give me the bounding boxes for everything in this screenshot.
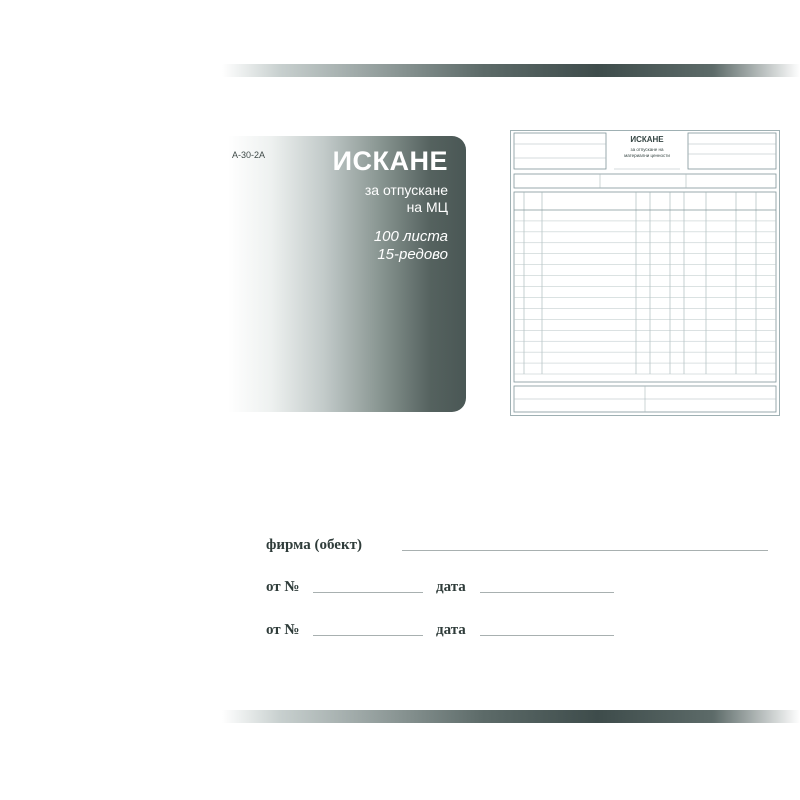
preview-subtitle-line1: за отпускане на <box>630 147 664 152</box>
preview-title: ИСКАНЕ <box>630 135 664 144</box>
sheet-count: 100 листа <box>373 228 448 245</box>
top-decorative-stripe <box>222 64 800 77</box>
form-preview <box>510 130 780 416</box>
date-label-2: дата <box>436 622 466 638</box>
form-code: A-30-2A <box>232 150 266 160</box>
date-field-line-1[interactable] <box>480 592 614 593</box>
form-preview-drawing <box>510 130 780 416</box>
bottom-decorative-stripe <box>222 710 800 723</box>
from-no-field-line-1[interactable] <box>313 592 423 593</box>
date-label-1: дата <box>436 579 466 595</box>
preview-subtitle-line2: материални ценности <box>624 153 670 158</box>
from-no-label-1: от № <box>266 579 300 595</box>
cover-subtitle-line2: на МЦ <box>406 199 448 215</box>
cover-panel <box>228 136 466 412</box>
cover-subtitle-line1: за отпускане <box>364 182 448 198</box>
from-no-label-2: от № <box>266 622 300 638</box>
row-count: 15-редово <box>377 246 448 263</box>
cover-title: ИСКАНЕ <box>332 146 448 176</box>
date-field-line-2[interactable] <box>480 635 614 636</box>
company-field-line[interactable] <box>402 550 768 551</box>
from-no-field-line-2[interactable] <box>313 635 423 636</box>
company-label: фирма (обект) <box>266 537 362 553</box>
